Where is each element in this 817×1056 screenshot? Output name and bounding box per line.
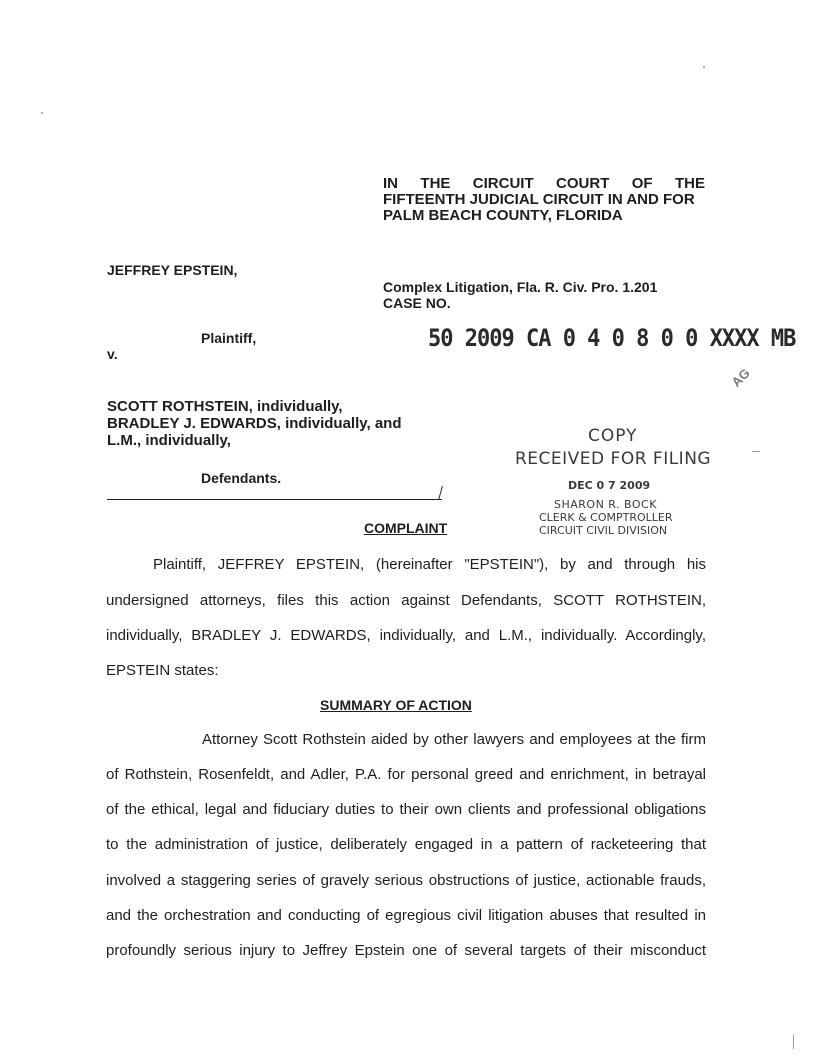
scan-speck: [703, 66, 705, 68]
intro-line-2: undersigned attorneys, files this action against Defendants, SCOTT ROTHSTEIN,: [106, 592, 706, 609]
complaint-heading: COMPLAINT: [364, 520, 448, 536]
court-line-1: IN THE CIRCUIT COURT OF THE: [383, 175, 705, 192]
case-number-stamp: 50 2009 CA 0 4 0 8 0 0 XXXX MB: [428, 325, 796, 353]
summary-line-7: profoundly serious injury to Jeffrey Epstein one of several targets of their misconduct: [106, 942, 706, 959]
stamp-clerk-title: CLERK & COMPTROLLER: [539, 511, 673, 524]
plaintiff-name: JEFFREY EPSTEIN,: [107, 262, 238, 278]
defendant-edwards: BRADLEY J. EDWARDS, individually, and: [107, 415, 402, 432]
defendant-rothstein: SCOTT ROTHSTEIN, individually,: [107, 398, 343, 415]
scan-speck: [793, 1035, 794, 1049]
scan-speck: [41, 112, 43, 114]
summary-line-5: involved a staggering series of gravely serious obstructions of justice, actionable frauds,: [106, 872, 706, 889]
summary-line-3: of the ethical, legal and fiduciary duties to their own clients and professional obligations: [106, 801, 706, 818]
defendant-lm: L.M., individually,: [107, 432, 231, 449]
summary-line-4: to the administration of justice, deliberately engaged in a pattern of racketeering that: [106, 836, 706, 853]
defendants-role: Defendants.: [201, 470, 282, 486]
scan-speck: [752, 451, 760, 452]
intro-line-1: Plaintiff, JEFFREY EPSTEIN, (hereinafter "EPSTEIN"), by and through his: [153, 556, 706, 573]
intro-line-3: individually, BRADLEY J. EDWARDS, individually, and L.M., individually. Accordingly,: [106, 627, 706, 644]
case-no-label: CASE NO.: [383, 295, 451, 311]
versus: v.: [107, 346, 118, 362]
court-line-2: FIFTEENTH JUDICIAL CIRCUIT IN AND FOR: [383, 191, 695, 208]
stamp-copy: COPY: [588, 426, 638, 446]
summary-line-6: and the orchestration and conducting of egregious civil litigation abuses that resulted in: [106, 907, 706, 924]
initials-stamp: AG: [728, 365, 753, 390]
plaintiff-role: Plaintiff,: [201, 330, 257, 346]
stamp-date: DEC 0 7 2009: [568, 479, 651, 492]
caption-rule: [107, 499, 442, 500]
stamp-division: CIRCUIT CIVIL DIVISION: [539, 524, 668, 537]
summary-line-2: of Rothstein, Rosenfeldt, and Adler, P.A. for personal greed and enrichment, in betrayal: [106, 766, 706, 783]
intro-line-4: EPSTEIN states:: [106, 662, 219, 679]
court-line-3: PALM BEACH COUNTY, FLORIDA: [383, 207, 623, 224]
caption-slash: [438, 486, 445, 500]
summary-heading: SUMMARY OF ACTION: [320, 697, 472, 713]
complex-litigation: Complex Litigation, Fla. R. Civ. Pro. 1.201: [383, 279, 658, 295]
stamp-received: RECEIVED FOR FILING: [515, 449, 712, 469]
stamp-clerk-name: SHARON R. BOCK: [554, 498, 657, 511]
summary-line-1: Attorney Scott Rothstein aided by other lawyers and employees at the firm: [202, 731, 706, 748]
